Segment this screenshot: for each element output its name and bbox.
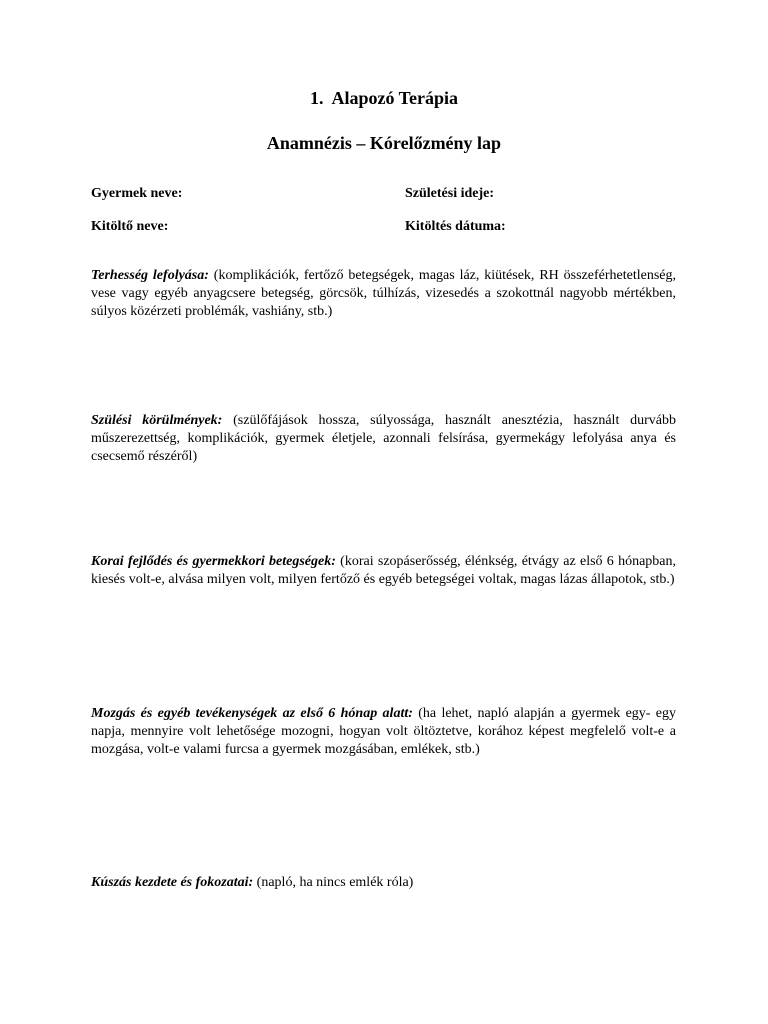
section-text: (korai szopáserősség, élénkség, étvágy az első 6 hónapban, kiesés volt-e, alvása milyen volt, milyen fertőző és egyéb betegségei voltak, magas lázas állapotok, stb.) — [91, 554, 676, 587]
section-text: (komplikációk, fertőző betegségek, magas láz, kiütések, RH összeférhetetlenség, vese vagy egyéb anyagcsere betegség, görcsök, túlhízás, vizesedés a szokottnál nagyobb mértékben, súlyos közérzeti problémák, vashiány, stb.) — [91, 268, 676, 319]
section-pregnancy — [91, 267, 676, 321]
section-text: (napló, ha nincs emlék róla) — [253, 875, 414, 890]
section-crawling — [91, 874, 676, 892]
fill-date-label: Kitöltés dátuma: — [405, 219, 506, 234]
section-heading: Kúszás kezdete és fokozatai: — [91, 875, 254, 890]
birth-date-label: Születési ideje: — [405, 186, 495, 201]
section-birth — [91, 412, 676, 466]
section-heading: Terhesség lefolyása: — [91, 268, 209, 283]
section-heading: Korai fejlődés és gyermekkori betegségek: — [91, 554, 336, 569]
section-number: 1. — [309, 88, 324, 108]
section-early-development — [91, 553, 676, 589]
page-title — [0, 87, 768, 109]
section-movement — [91, 705, 676, 759]
child-name-label: Gyermek neve: — [91, 186, 183, 201]
section-text: (szülőfájások hossza, súlyossága, használt anesztézia, használt durvább műszerezettség, komplikációk, gyermek életjele, azonnali felsírása, gyermekágy lefolyása anya és csecsemő részéről) — [91, 413, 676, 464]
page-subtitle: Anamnézis – Kórelőzmény lap — [266, 133, 502, 153]
filler-name-label: Kitöltő neve: — [91, 219, 169, 234]
title-text: Alapozó Terápia — [331, 88, 459, 108]
section-text: (ha lehet, napló alapján a gyermek egy- egy napja, mennyire volt lehetősége mozogni, hogyan volt öltöztetve, korához képest megfelelő volt-e a mozgása, volt-e valami furcsa a gyermek mozgásában, emlékek, stb.) — [91, 706, 676, 757]
section-heading: Szülési körülmények: — [91, 413, 223, 428]
section-heading: Mozgás és egyéb tevékenységek az első 6 hónap alatt: — [91, 706, 413, 721]
